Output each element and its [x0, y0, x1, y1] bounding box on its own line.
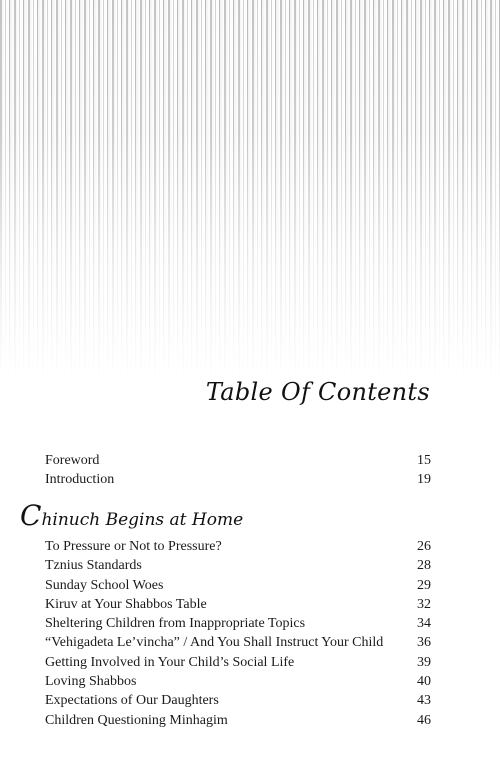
toc-entry[interactable] — [45, 470, 431, 489]
toc-entry-label: Foreword — [45, 453, 100, 468]
front-matter-list — [45, 451, 431, 490]
toc-entry-page: 43 — [417, 693, 431, 709]
toc-entry-page: 26 — [417, 539, 431, 554]
toc-entry[interactable] — [45, 614, 431, 633]
toc-entry-label: To Pressure or Not to Pressure? — [45, 539, 222, 554]
toc-entry[interactable] — [45, 672, 431, 691]
page-title: Table Of Contents — [205, 378, 430, 406]
toc-entry-page: 29 — [417, 577, 431, 593]
toc-entry-page: 28 — [417, 558, 431, 574]
toc-entry-page: 46 — [417, 712, 431, 728]
toc-entry-label: Expectations of Our Daughters — [45, 693, 219, 709]
section-entry-list — [45, 537, 431, 730]
toc-entry-label: Sheltering Children from Inappropriate Topics — [45, 616, 306, 632]
toc-entry-page: 15 — [417, 453, 431, 468]
toc-entry-page: 40 — [417, 674, 431, 690]
section-heading-initial: C — [20, 499, 42, 532]
toc-entry-label: “Vehigadeta Le’vincha” / And You Shall Instruct Your Child — [45, 635, 384, 651]
section-heading — [20, 499, 244, 532]
toc-entry-label: Children Questioning Minhagim — [45, 712, 228, 728]
decorative-stripes-background — [0, 0, 500, 380]
toc-entry[interactable] — [45, 691, 431, 710]
toc-entry[interactable] — [45, 595, 431, 614]
toc-entry[interactable] — [45, 537, 431, 556]
toc-entry-label: Sunday School Woes — [45, 577, 164, 593]
toc-entry-label: Loving Shabbos — [45, 674, 137, 690]
toc-entry[interactable] — [45, 653, 431, 672]
toc-entry[interactable] — [45, 556, 431, 575]
toc-entry-page: 36 — [417, 635, 431, 651]
toc-entry-label: Tznius Standards — [45, 558, 142, 574]
toc-entry-page: 34 — [417, 616, 431, 632]
toc-entry-label: Getting Involved in Your Child’s Social Life — [45, 654, 295, 670]
toc-entry[interactable] — [45, 711, 431, 730]
toc-entry-page: 32 — [417, 596, 431, 612]
toc-entry-label: Kiruv at Your Shabbos Table — [45, 596, 207, 612]
toc-entry[interactable] — [45, 576, 431, 595]
toc-entry-page: 39 — [417, 654, 431, 670]
toc-entry-page: 19 — [417, 472, 431, 488]
toc-entry[interactable] — [45, 451, 431, 470]
section-heading-text: hinuch Begins at Home — [41, 510, 244, 530]
toc-entry-label: Introduction — [45, 472, 115, 488]
toc-entry[interactable] — [45, 633, 431, 652]
